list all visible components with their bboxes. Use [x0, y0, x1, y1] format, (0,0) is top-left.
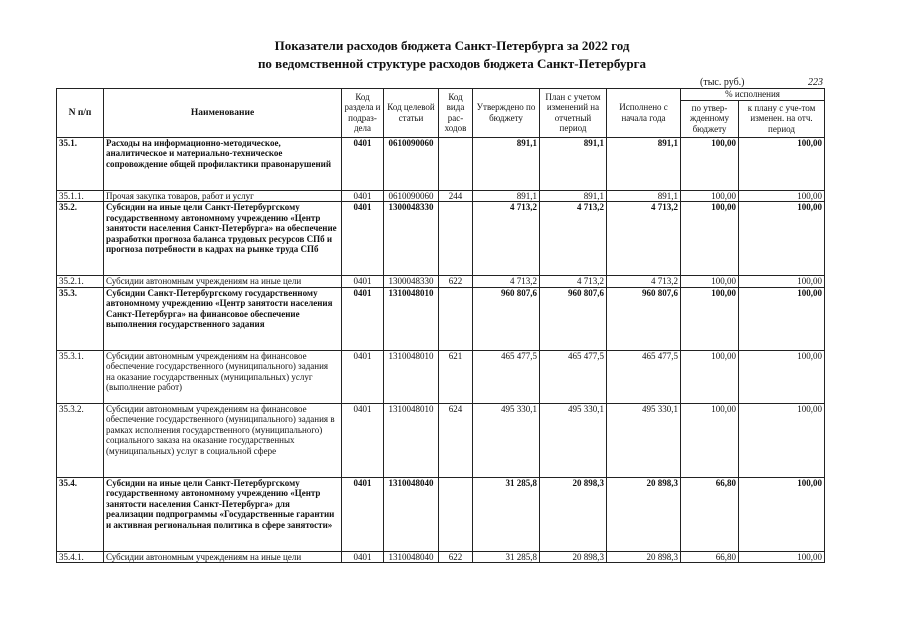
col-header-target: Код целевой статьи — [384, 89, 439, 138]
cell-section: 0401 — [342, 190, 384, 202]
cell-section: 0401 — [342, 477, 384, 551]
cell-approved: 31 285,8 — [473, 477, 540, 551]
cell-pct-approved: 100,00 — [681, 137, 739, 190]
cell-num: 35.3. — [57, 287, 104, 350]
cell-section: 0401 — [342, 551, 384, 563]
cell-type — [439, 137, 473, 190]
cell-section: 0401 — [342, 276, 384, 288]
table-row — [57, 287, 825, 350]
cell-target: 1310048010 — [384, 403, 439, 477]
cell-num: 35.2.1. — [57, 276, 104, 288]
cell-name: Субсидии на иные цели Санкт-Петербургскому государственному автономному учреждению «Центр занятости населения Санкт-Петербурга» для реализации подпрограммы «Государственные гарантии и активная региональная политика в сфере занятости» — [104, 477, 342, 551]
cell-approved: 465 477,5 — [473, 350, 540, 403]
cell-pct-approved: 100,00 — [681, 287, 739, 350]
cell-type: 621 — [439, 350, 473, 403]
cell-section: 0401 — [342, 202, 384, 276]
cell-target: 1300048330 — [384, 276, 439, 288]
col-header-approved: Утверждено по бюджету — [473, 89, 540, 138]
cell-type: 624 — [439, 403, 473, 477]
col-header-section: Код раздела и подраз-дела — [342, 89, 384, 138]
col-header-pct-group: % исполнения — [681, 89, 825, 101]
cell-approved: 31 285,8 — [473, 551, 540, 563]
budget-table — [56, 88, 825, 563]
col-header-pct-approved: по утвер-жденному бюджету — [681, 100, 739, 137]
table-row — [57, 190, 825, 202]
col-header-pct-plan: к плану с уче-том изменен. на отч. период — [739, 100, 825, 137]
cell-num: 35.4. — [57, 477, 104, 551]
cell-num: 35.3.2. — [57, 403, 104, 477]
cell-target: 0610090060 — [384, 137, 439, 190]
cell-plan: 891,1 — [540, 137, 607, 190]
cell-approved: 960 807,6 — [473, 287, 540, 350]
cell-target: 1310048010 — [384, 350, 439, 403]
cell-pct-approved: 66,80 — [681, 551, 739, 563]
cell-name: Субсидии автономным учреждениям на иные цели — [104, 276, 342, 288]
cell-plan: 4 713,2 — [540, 276, 607, 288]
cell-type: 622 — [439, 551, 473, 563]
cell-pct-approved: 100,00 — [681, 403, 739, 477]
cell-executed: 4 713,2 — [607, 276, 681, 288]
cell-plan: 891,1 — [540, 190, 607, 202]
table-header — [57, 89, 825, 138]
table-row — [57, 276, 825, 288]
cell-num: 35.1.1. — [57, 190, 104, 202]
cell-plan: 495 330,1 — [540, 403, 607, 477]
cell-executed: 495 330,1 — [607, 403, 681, 477]
cell-num: 35.3.1. — [57, 350, 104, 403]
cell-pct-plan: 100,00 — [739, 350, 825, 403]
cell-approved: 4 713,2 — [473, 276, 540, 288]
cell-type: 622 — [439, 276, 473, 288]
cell-name: Субсидии автономным учреждениям на финансовое обеспечение государственного (муниципального) задания в рамках исполнения государственного (муниципального) социального заказа на оказание государственных (муниципальных) услуг в социальной сфере — [104, 403, 342, 477]
col-header-num: N п/п — [57, 89, 104, 138]
cell-pct-plan: 100,00 — [739, 190, 825, 202]
cell-target: 0610090060 — [384, 190, 439, 202]
table-row — [57, 137, 825, 190]
cell-executed: 465 477,5 — [607, 350, 681, 403]
cell-target: 1310048040 — [384, 551, 439, 563]
cell-pct-approved: 100,00 — [681, 276, 739, 288]
cell-executed: 891,1 — [607, 137, 681, 190]
page-number: 223 — [808, 77, 823, 88]
cell-executed: 20 898,3 — [607, 551, 681, 563]
cell-plan: 465 477,5 — [540, 350, 607, 403]
cell-name: Прочая закупка товаров, работ и услуг — [104, 190, 342, 202]
cell-executed: 960 807,6 — [607, 287, 681, 350]
units-label: (тыс. руб.) — [700, 77, 745, 88]
cell-pct-plan: 100,00 — [739, 551, 825, 563]
cell-plan: 960 807,6 — [540, 287, 607, 350]
cell-section: 0401 — [342, 350, 384, 403]
report-title-line-1: Показатели расходов бюджета Санкт-Петербурга за 2022 год — [274, 38, 630, 53]
cell-pct-approved: 66,80 — [681, 477, 739, 551]
cell-approved: 4 713,2 — [473, 202, 540, 276]
cell-target: 1310048040 — [384, 477, 439, 551]
cell-approved: 891,1 — [473, 137, 540, 190]
cell-section: 0401 — [342, 287, 384, 350]
table-row — [57, 477, 825, 551]
cell-num: 35.2. — [57, 202, 104, 276]
cell-pct-plan: 100,00 — [739, 403, 825, 477]
cell-type — [439, 287, 473, 350]
col-header-type: Код вида рас-ходов — [439, 89, 473, 138]
cell-plan: 20 898,3 — [540, 477, 607, 551]
cell-pct-approved: 100,00 — [681, 190, 739, 202]
table-row — [57, 403, 825, 477]
cell-type: 244 — [439, 190, 473, 202]
cell-name: Субсидии автономным учреждениям на иные цели — [104, 551, 342, 563]
table-row — [57, 551, 825, 563]
table-body — [57, 137, 825, 563]
col-header-name: Наименование — [104, 89, 342, 138]
table-row — [57, 202, 825, 276]
cell-pct-plan: 100,00 — [739, 137, 825, 190]
table-row — [57, 350, 825, 403]
cell-pct-plan: 100,00 — [739, 477, 825, 551]
report-title-line-2: по ведомственной структуре расходов бюджета Санкт-Петербурга — [257, 56, 647, 71]
cell-type — [439, 477, 473, 551]
cell-plan: 20 898,3 — [540, 551, 607, 563]
cell-pct-plan: 100,00 — [739, 287, 825, 350]
cell-name: Субсидии Санкт-Петербургскому государственному автономному учреждению «Центр занятости населения Санкт-Петербурга» на финансовое обеспечение выполнения государственного задания — [104, 287, 342, 350]
cell-section: 0401 — [342, 137, 384, 190]
cell-name: Расходы на информационно-методическое, аналитическое и материально-техническое сопровождение общей профилактики правонарушений — [104, 137, 342, 190]
cell-target: 1310048010 — [384, 287, 439, 350]
cell-plan: 4 713,2 — [540, 202, 607, 276]
cell-num: 35.4.1. — [57, 551, 104, 563]
cell-pct-plan: 100,00 — [739, 276, 825, 288]
cell-type — [439, 202, 473, 276]
cell-executed: 891,1 — [607, 190, 681, 202]
cell-name: Субсидии на иные цели Санкт-Петербургскому государственному автономному учреждению «Центр занятости населения Санкт-Петербурга» на обеспечение разработки прогноза баланса трудовых ресурсов СПб и прогноза потребности в кадрах на рынке труда СПб — [104, 202, 342, 276]
cell-section: 0401 — [342, 403, 384, 477]
cell-executed: 4 713,2 — [607, 202, 681, 276]
cell-num: 35.1. — [57, 137, 104, 190]
cell-target: 1300048330 — [384, 202, 439, 276]
cell-name: Субсидии автономным учреждениям на финансовое обеспечение государственного (муниципального) задания на оказание государственных (муниципальных) услуг (выполнение работ) — [104, 350, 342, 403]
col-header-plan: План с учетом изменений на отчетный период — [540, 89, 607, 138]
cell-executed: 20 898,3 — [607, 477, 681, 551]
cell-approved: 495 330,1 — [473, 403, 540, 477]
cell-approved: 891,1 — [473, 190, 540, 202]
cell-pct-plan: 100,00 — [739, 202, 825, 276]
cell-pct-approved: 100,00 — [681, 202, 739, 276]
cell-pct-approved: 100,00 — [681, 350, 739, 403]
col-header-executed: Исполнено с начала года — [607, 89, 681, 138]
